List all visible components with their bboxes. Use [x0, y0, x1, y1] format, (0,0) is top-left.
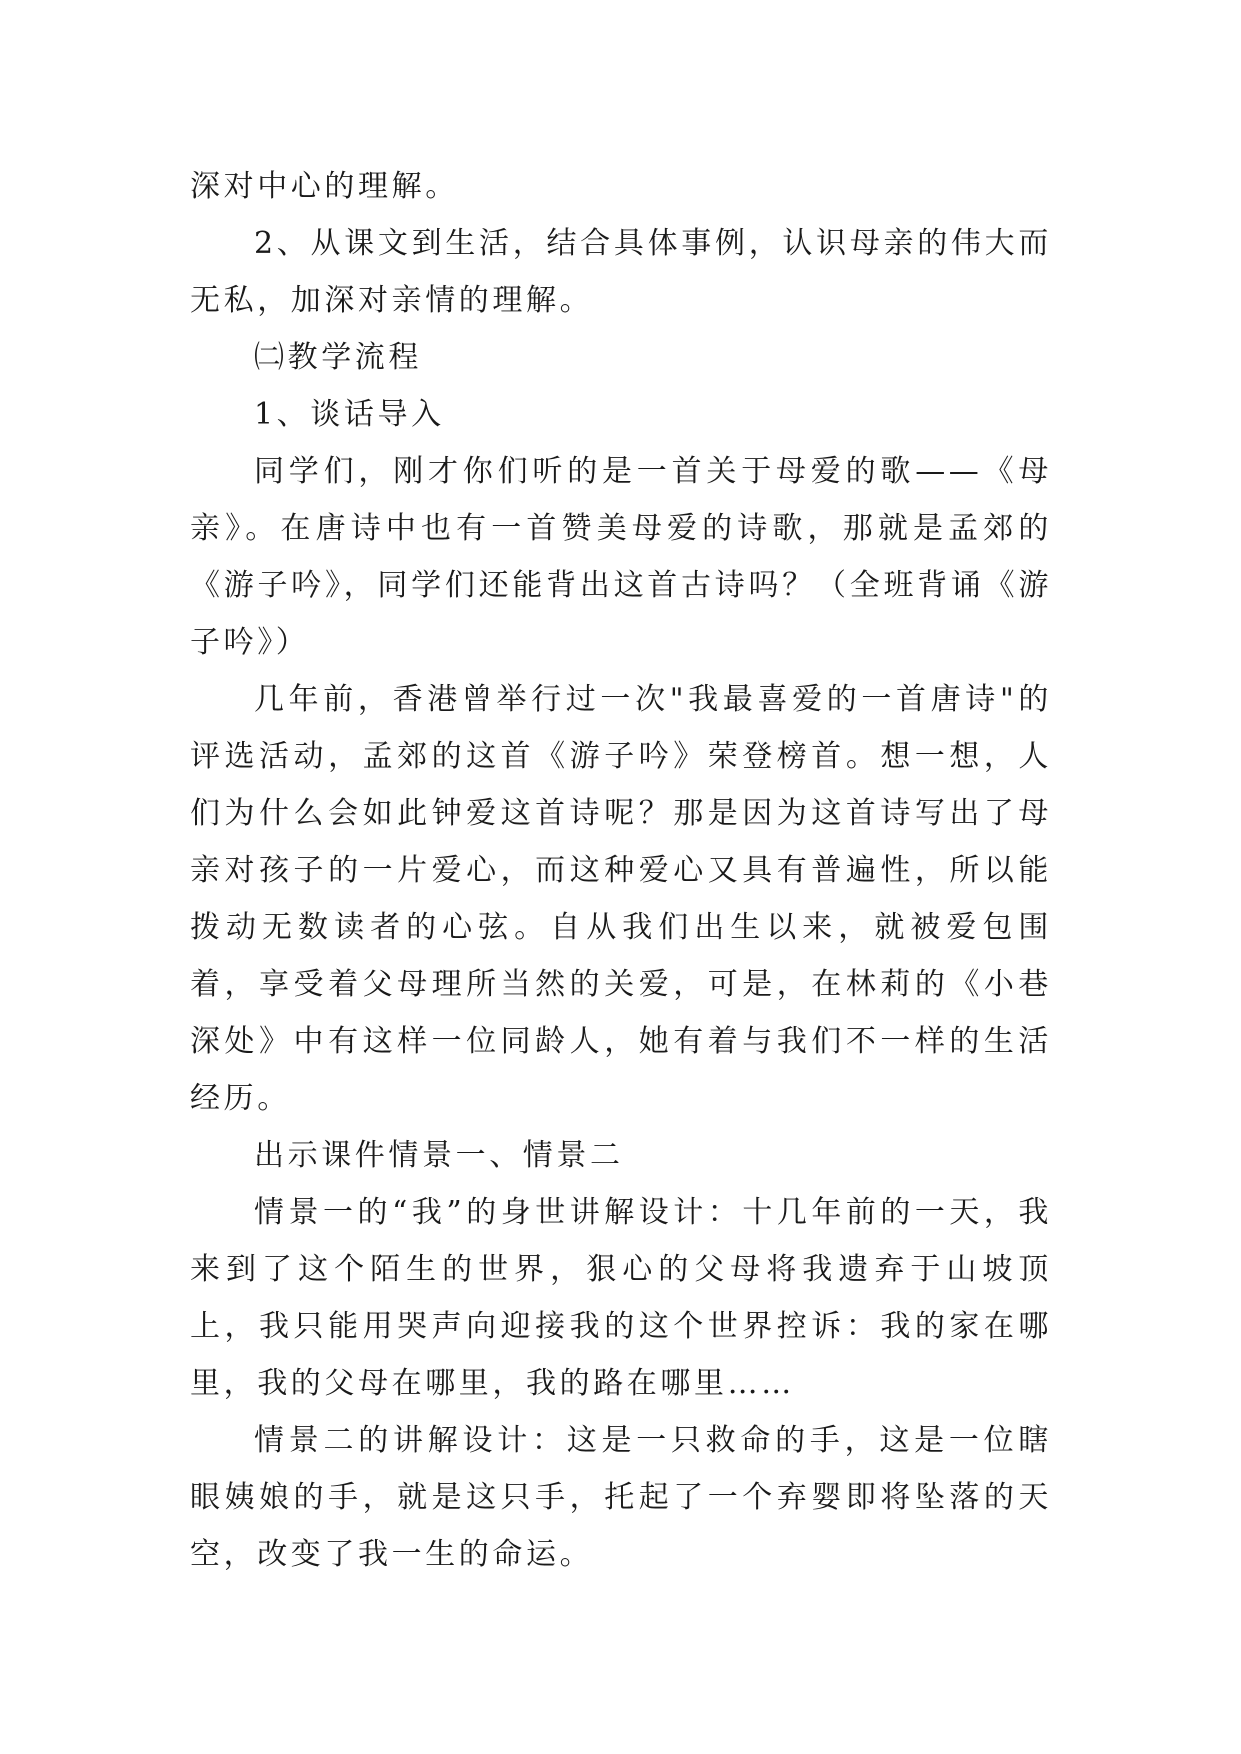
section-heading-teaching-process: ㈡教学流程 [254, 340, 422, 375]
paragraph-poem-popularity: 几年前，香港曾举行过一次"我最喜爱的一首唐诗"的评选活动，孟郊的这首《游子吟》荣登榜首。想一想，人们为什么会如此钟爱这首诗呢？那是因为这首诗写出了母亲对孩子的一片爱心，而这种爱心又具有普遍性，所以能拨动无数读者的心弦。自从我们出生以来，就被爱包围着，享受着父母理所当然的关爱，可是，在林莉的《小巷深处》中有这样一位同龄人，她有着与我们不一样的生活经历。 [190, 682, 1052, 1116]
paragraph-show-slides: 出示课件情景一、情景二 [254, 1138, 624, 1173]
paragraph-continuation: 深对中心的理解。 [190, 169, 459, 204]
subheading-introduction: 1、谈话导入 [254, 397, 445, 432]
paragraph-intro-talk: 同学们，刚才你们听的是一首关于母爱的歌——《母亲》。在唐诗中也有一首赞美母爱的诗歌，那就是孟郊的《游子吟》，同学们还能背出这首古诗吗？（全班背诵《游子吟》） [190, 454, 1052, 660]
document-body [190, 158, 1052, 1583]
paragraph-scene-one: 情景一的“我”的身世讲解设计：十几年前的一天，我来到了这个陌生的世界，狠心的父母将我遗弃于山坡顶上，我只能用哭声向迎接我的这个世界控诉：我的家在哪里，我的父母在哪里，我的路在哪里…… [190, 1195, 1052, 1401]
paragraph-objective-2: 2、从课文到生活，结合具体事例，认识母亲的伟大而无私，加深对亲情的理解。 [190, 226, 1052, 318]
paragraph-scene-two: 情景二的讲解设计：这是一只救命的手，这是一位瞎眼姨娘的手，就是这只手，托起了一个弃婴即将坠落的天空，改变了我一生的命运。 [190, 1423, 1052, 1572]
